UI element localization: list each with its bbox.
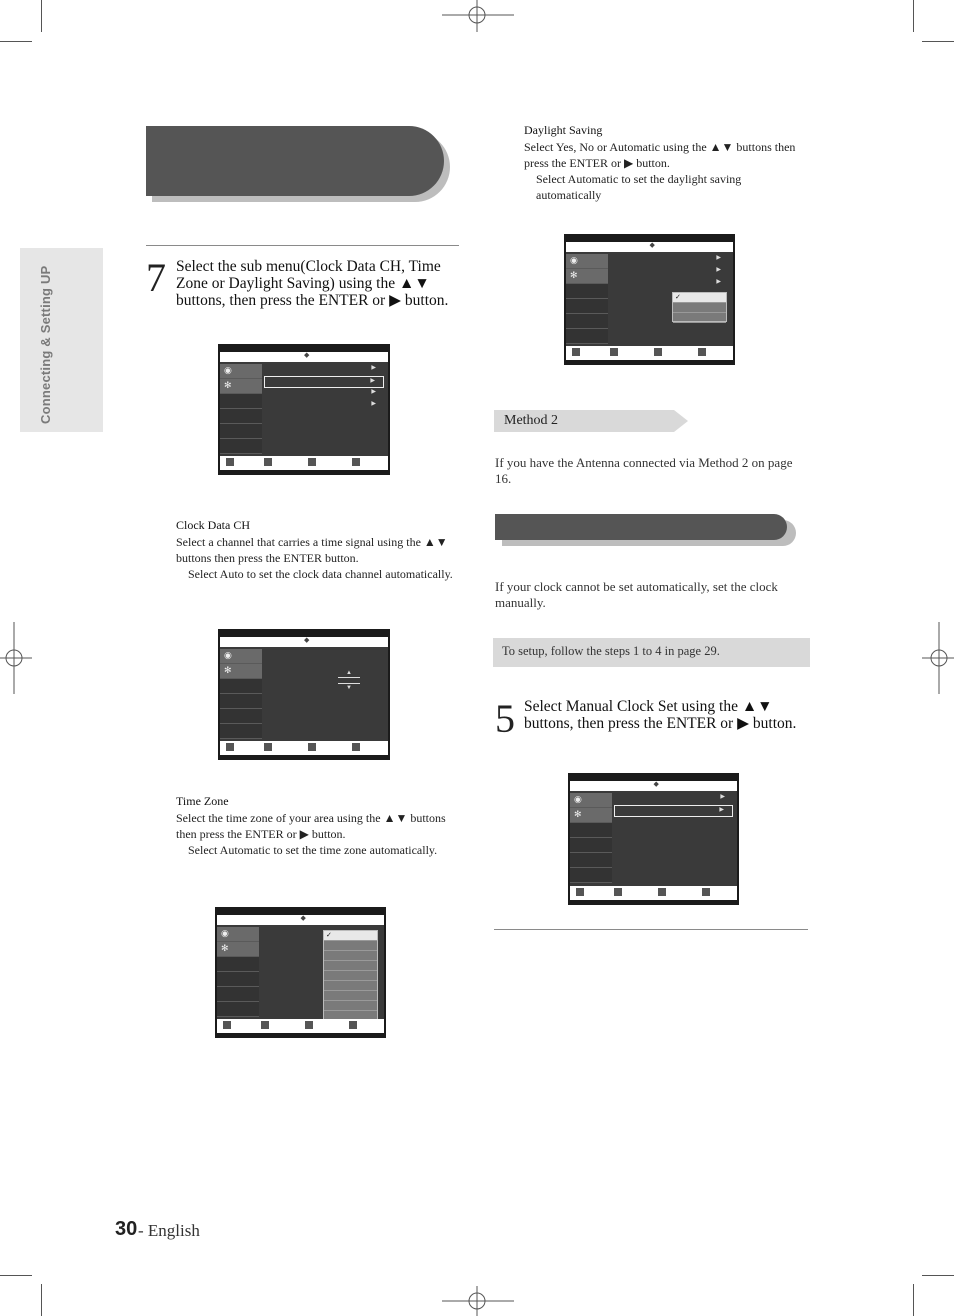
osd-footer-key [308, 458, 316, 466]
step-number: 5 [495, 696, 515, 741]
note-text: Select the time zone of your area using the ▲▼ buttons then press the ENTER or ▶ button. [176, 811, 446, 841]
note-title: Time Zone [176, 794, 229, 808]
note-subtext: Select Automatic to set the time zone automatically. [188, 843, 438, 857]
right-arrow-icon: ▶ [370, 378, 375, 384]
right-arrow-icon: ▶ [719, 807, 724, 813]
crop-mark [0, 41, 32, 42]
osd-list-item [324, 951, 377, 961]
osd-footer-key [702, 888, 710, 896]
osd-title-bar [220, 637, 388, 647]
osd-side-item [217, 927, 259, 942]
osd-side-item [220, 394, 262, 409]
divider [146, 245, 459, 246]
osd-footer-key [264, 458, 272, 466]
setup-note: To setup, follow the steps 1 to 4 in page 29. [502, 644, 720, 658]
osd-list-item [324, 981, 377, 991]
osd-side-menu [220, 364, 262, 452]
osd-side-item [566, 314, 608, 329]
osd-row-selected [614, 805, 733, 817]
osd-footer-key [349, 1021, 357, 1029]
osd-screen-clock-menu [218, 344, 390, 475]
osd-row [264, 364, 384, 376]
osd-side-item [220, 679, 262, 694]
diamond-icon: ◆ [304, 351, 310, 359]
osd-content [614, 793, 733, 882]
osd-side-item [220, 649, 262, 664]
section-side-tab [20, 248, 103, 432]
osd-side-item [220, 709, 262, 724]
registration-mark-right [922, 622, 954, 694]
osd-footer-key [614, 888, 622, 896]
osd-list-item [324, 1001, 377, 1011]
osd-footer-key [352, 743, 360, 751]
crop-mark [922, 41, 954, 42]
registration-mark-top [442, 0, 514, 32]
osd-screen-time-zone [215, 907, 386, 1038]
osd-side-item [220, 364, 262, 379]
osd-footer [220, 456, 388, 470]
osd-side-menu [220, 649, 262, 737]
right-arrow-icon: ▶ [371, 365, 376, 371]
osd-side-item [220, 664, 262, 679]
disc-icon: ◉ [221, 928, 229, 938]
osd-footer-key [610, 348, 618, 356]
section-pill [495, 514, 787, 540]
osd-side-item [570, 808, 612, 823]
note-subtext: Select Auto to set the clock data channel automatically. [188, 567, 453, 581]
osd-row [264, 388, 384, 400]
down-arrow-icon: ▼ [346, 685, 352, 691]
check-icon: ✓ [673, 293, 726, 303]
disc-icon: ◉ [570, 255, 578, 265]
osd-title-bar [566, 242, 733, 252]
registration-mark-left [0, 622, 32, 694]
osd-footer-key [226, 743, 234, 751]
osd-footer-key [261, 1021, 269, 1029]
osd-spinner-value [338, 677, 360, 684]
osd-title-bar [220, 352, 388, 362]
osd-footer-key [572, 348, 580, 356]
osd-side-item [570, 823, 612, 838]
osd-footer-key [352, 458, 360, 466]
osd-footer-key [576, 888, 584, 896]
gear-icon: ✻ [221, 943, 229, 953]
note-body [176, 534, 460, 582]
note-text: Select Yes, No or Automatic using the ▲▼ buttons then press the ENTER or ▶ button. [524, 140, 796, 170]
manual-description: If your clock cannot be set automatically, set the clock manually. [495, 579, 778, 610]
osd-row [614, 793, 733, 805]
osd-side-item [570, 793, 612, 808]
osd-title-bar [217, 915, 384, 925]
step-instruction: Select Manual Clock Set using the ▲▼ buttons, then press the ENTER or ▶ button. [524, 698, 797, 732]
osd-title-bar [570, 781, 737, 791]
right-arrow-icon: ▶ [716, 255, 721, 261]
osd-list-item [673, 313, 726, 323]
gear-icon: ✻ [224, 380, 232, 390]
osd-side-item [217, 1002, 259, 1017]
osd-side-item [566, 329, 608, 344]
osd-side-item [220, 439, 262, 454]
osd-screen-daylight-saving [564, 234, 735, 365]
page-language: - English [138, 1221, 200, 1240]
osd-footer-key [223, 1021, 231, 1029]
divider [494, 929, 808, 930]
osd-footer-key [658, 888, 666, 896]
osd-side-item [566, 299, 608, 314]
step-instruction: Select the sub menu(Clock Data CH, Time Zone or Daylight Saving) using the ▲▼ buttons, then press the ENTER or ▶ button. [176, 258, 449, 309]
note-title: Daylight Saving [524, 123, 603, 137]
osd-side-menu [217, 927, 259, 1015]
osd-side-item [217, 972, 259, 987]
osd-side-item [220, 409, 262, 424]
disc-icon: ◉ [574, 794, 582, 804]
heading-bar [146, 126, 444, 196]
osd-footer-key [308, 743, 316, 751]
gear-icon: ✻ [224, 665, 232, 675]
diamond-icon: ◆ [653, 780, 659, 788]
osd-screen-clock-data-ch [218, 629, 390, 760]
osd-footer [217, 1019, 384, 1033]
osd-side-item [217, 942, 259, 957]
crop-mark [913, 0, 914, 32]
osd-footer [220, 741, 388, 755]
note-body [524, 139, 804, 203]
note-subtext: Select Automatic to set the daylight saving automatically [536, 172, 742, 202]
note-text: Select a channel that carries a time signal using the ▲▼ buttons then press the ENTER button. [176, 535, 448, 565]
right-arrow-icon: ▶ [371, 389, 376, 395]
osd-side-menu [566, 254, 608, 342]
crop-mark [0, 1275, 32, 1276]
diamond-icon: ◆ [300, 914, 306, 922]
osd-side-item [570, 853, 612, 868]
osd-content [264, 364, 384, 452]
gear-icon: ✻ [570, 270, 578, 280]
osd-list-item [324, 961, 377, 971]
method-label: Method 2 [504, 413, 559, 428]
diamond-icon: ◆ [304, 636, 310, 644]
osd-footer-key [654, 348, 662, 356]
osd-footer [566, 346, 733, 360]
osd-side-menu [570, 793, 612, 882]
crop-mark [913, 1284, 914, 1316]
section-side-label: Connecting & Setting UP [38, 265, 53, 424]
right-arrow-icon: ▶ [716, 279, 721, 285]
osd-footer [570, 886, 737, 900]
osd-side-item [570, 868, 612, 883]
osd-screen-manual-clock [568, 773, 739, 905]
check-icon: ✓ [324, 931, 377, 941]
osd-side-item [220, 694, 262, 709]
osd-list-item [324, 971, 377, 981]
osd-channel-spinner [338, 669, 360, 692]
crop-mark [41, 1284, 42, 1316]
note-title: Clock Data CH [176, 518, 250, 532]
disc-icon: ◉ [224, 650, 232, 660]
osd-daylight-options [672, 292, 727, 322]
osd-side-item [566, 254, 608, 269]
osd-side-item [566, 269, 608, 284]
page-number: 30 [115, 1218, 138, 1240]
osd-footer-key [698, 348, 706, 356]
osd-side-item [217, 957, 259, 972]
osd-side-item [217, 987, 259, 1002]
right-arrow-icon: ▶ [716, 267, 721, 273]
crop-mark [922, 1275, 954, 1276]
osd-row [610, 266, 729, 278]
registration-mark-bottom [442, 1286, 514, 1316]
osd-list-item [324, 941, 377, 951]
osd-side-item [570, 838, 612, 853]
gear-icon: ✻ [574, 809, 582, 819]
osd-list-item [324, 991, 377, 1001]
disc-icon: ◉ [224, 365, 232, 375]
osd-row-selected [264, 376, 384, 388]
osd-footer-key [264, 743, 272, 751]
method-description: If you have the Antenna connected via Method 2 on page 16. [495, 455, 793, 486]
osd-row [264, 400, 384, 412]
right-arrow-icon: ▶ [720, 794, 725, 800]
right-arrow-icon: ▶ [371, 401, 376, 407]
osd-time-zone-list [323, 930, 378, 1022]
osd-side-item [220, 424, 262, 439]
osd-side-item [220, 724, 262, 739]
note-body [176, 810, 460, 858]
osd-footer-key [226, 458, 234, 466]
osd-row [610, 278, 729, 290]
step-number: 7 [146, 255, 166, 300]
osd-list-item [673, 303, 726, 313]
up-arrow-icon: ▲ [346, 670, 352, 676]
osd-side-item [566, 284, 608, 299]
osd-footer-key [305, 1021, 313, 1029]
crop-mark [41, 0, 42, 32]
diamond-icon: ◆ [649, 241, 655, 249]
osd-side-item [220, 379, 262, 394]
osd-row [610, 254, 729, 266]
